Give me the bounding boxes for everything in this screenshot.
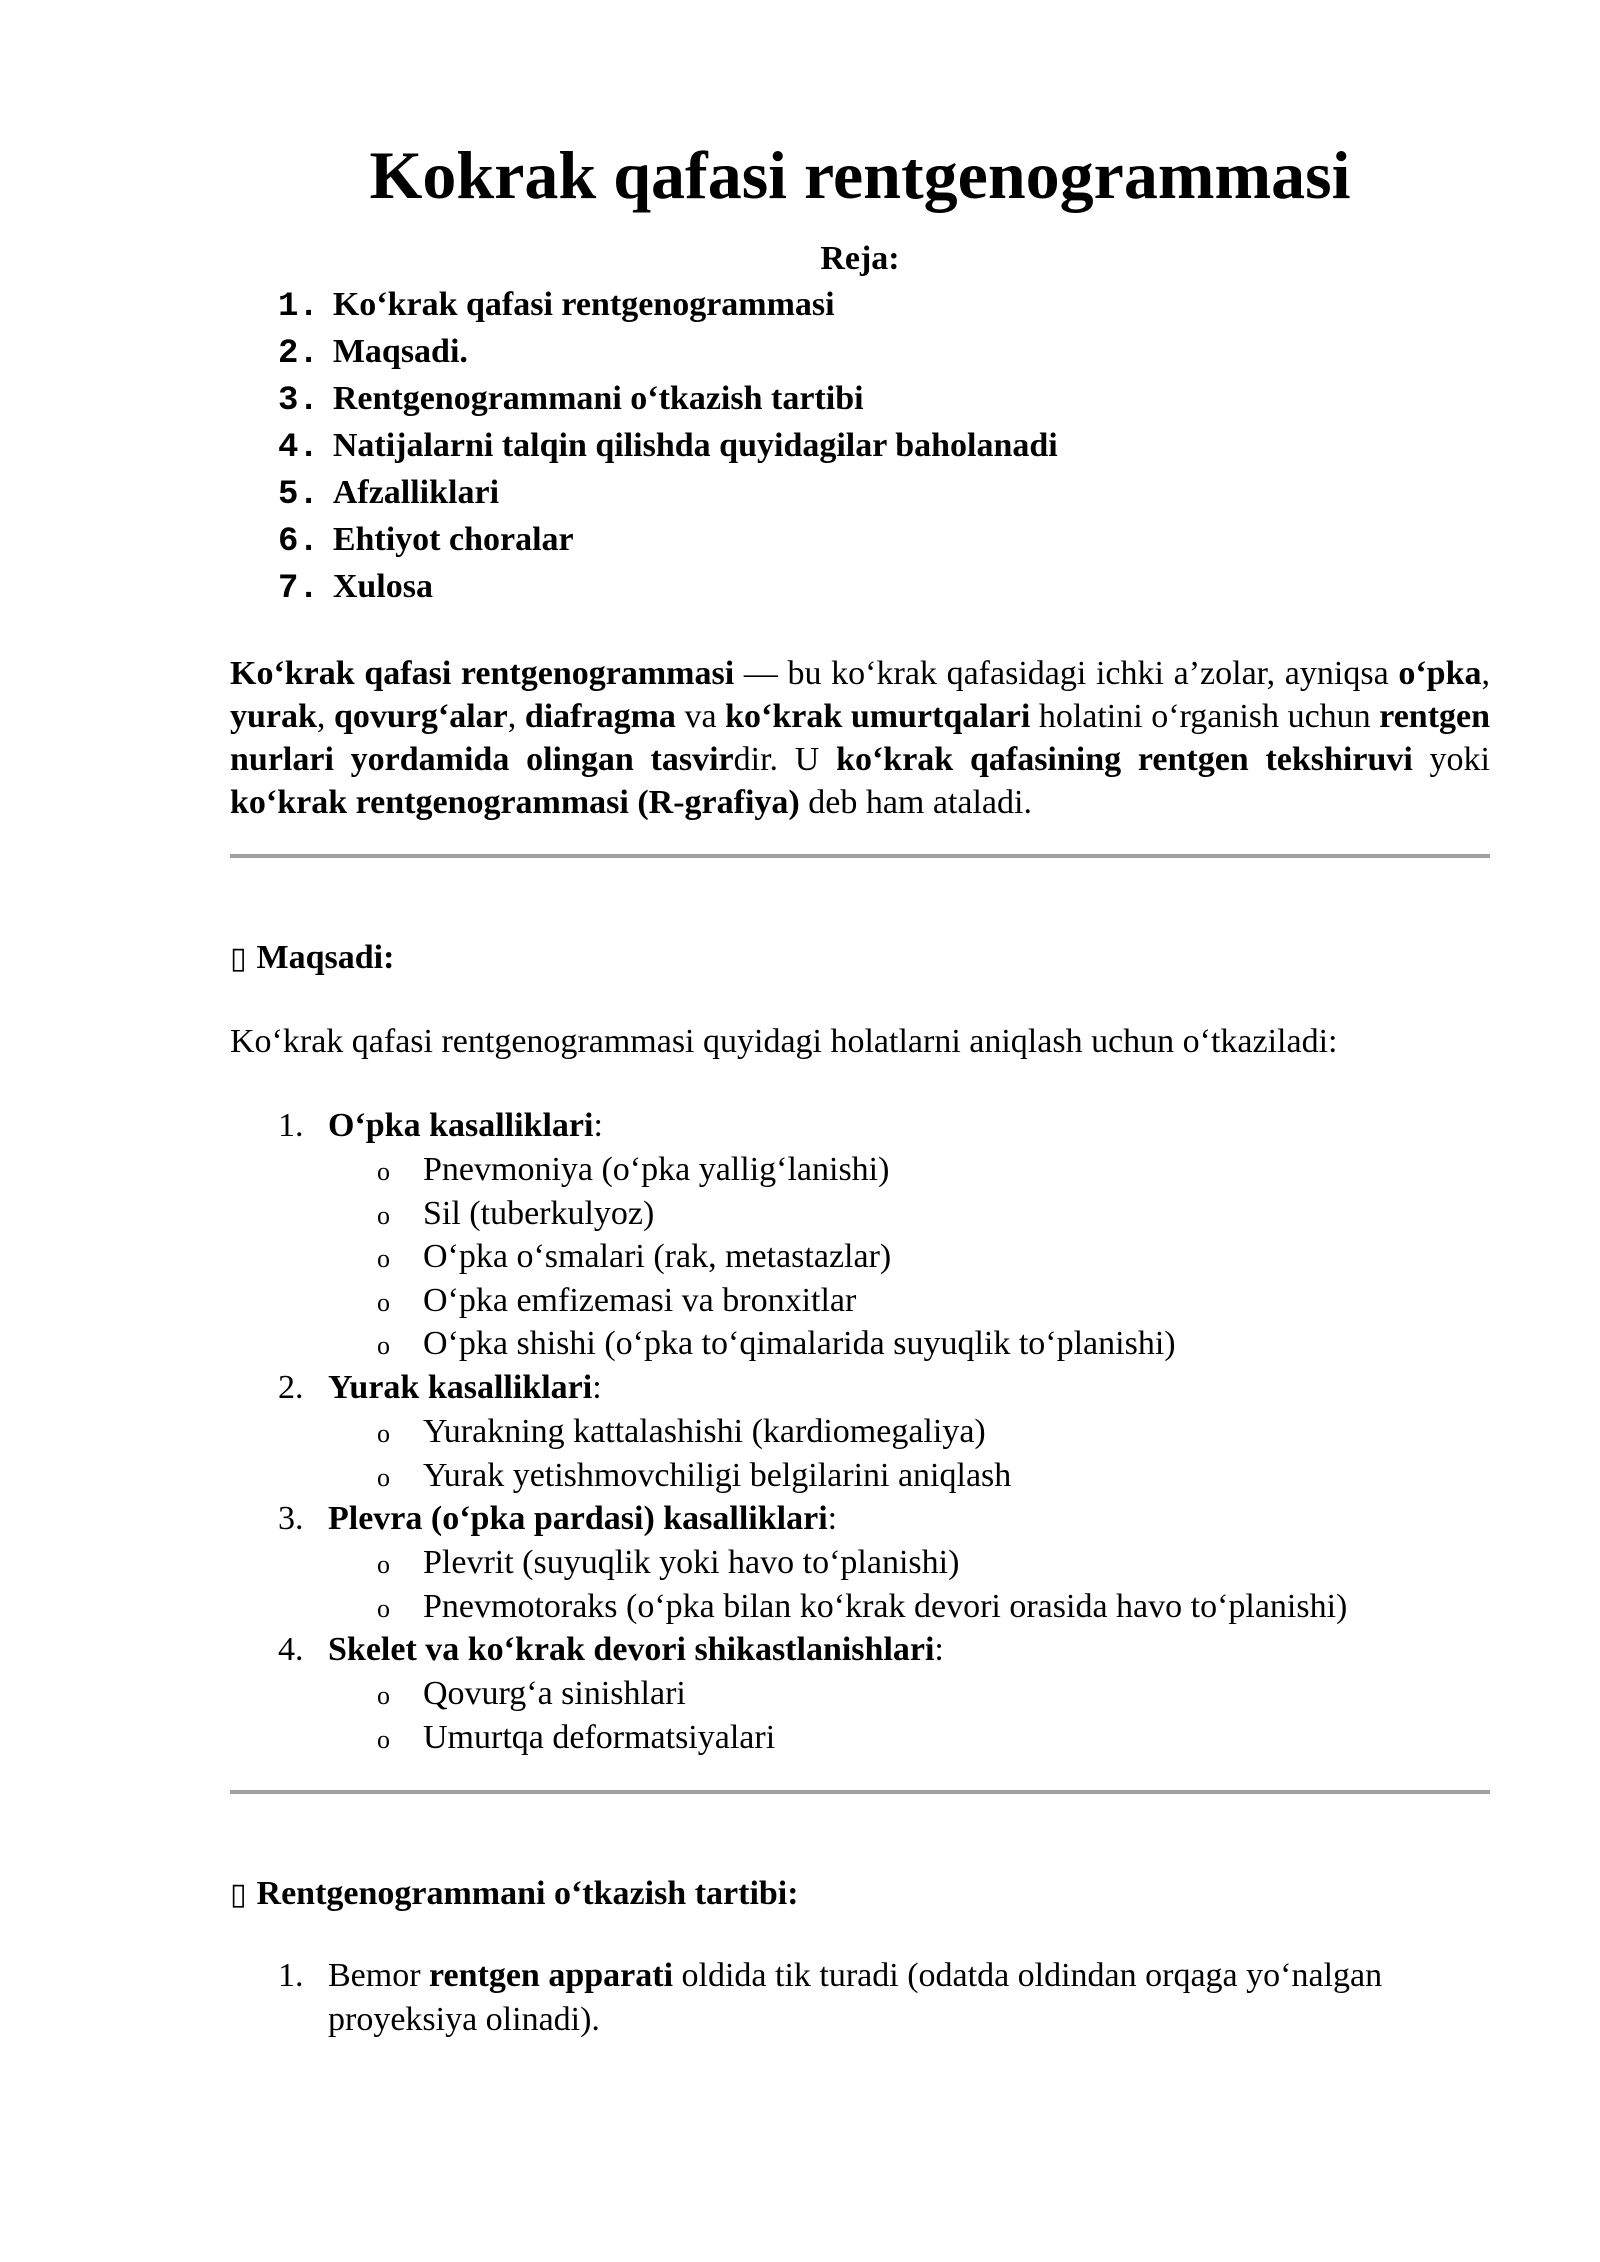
list-item	[230, 1541, 1490, 1585]
plan-item-number: 2.	[278, 335, 319, 373]
purpose-group-colon: :	[592, 1368, 602, 1406]
procedure-steps-list	[230, 1954, 1490, 2042]
sub-bullet-icon: o	[377, 1724, 390, 1754]
sub-bullet-icon: o	[377, 1331, 390, 1361]
list-item-text: Pnevmoniya (o‘pka yallig‘lanishi)	[423, 1151, 890, 1188]
purpose-group-colon: :	[593, 1107, 603, 1144]
purpose-group-title: Yurak kasalliklari	[328, 1368, 593, 1406]
document-page	[230, 137, 1491, 2042]
plan-item	[278, 516, 1490, 563]
horizontal-divider	[230, 854, 1490, 858]
plan-heading: Reja:	[820, 240, 900, 277]
purpose-sublist	[230, 1672, 1490, 1759]
plan-item-label: Natijalarni talqin qilishda quyidagilar baholanadi	[332, 427, 1058, 464]
intro-term: qovurg‘alar	[333, 698, 508, 735]
purpose-group-title: O‘pka kasalliklari	[328, 1107, 594, 1144]
purpose-sublist	[230, 1148, 1490, 1366]
plan-item-label: Xulosa	[332, 568, 433, 605]
plan-item	[278, 563, 1490, 610]
section-heading-text: Maqsadi:	[256, 939, 395, 976]
plan-item-number: 3.	[278, 382, 319, 420]
procedure-step-text: Bemor	[328, 1956, 430, 1994]
section-heading-maqsad	[230, 936, 1490, 980]
purpose-sublist	[230, 1410, 1490, 1497]
plan-item-number: 6.	[278, 523, 319, 561]
list-item	[230, 1279, 1490, 1323]
procedure-step-term: rentgen apparati	[429, 1956, 674, 1994]
plan-item-label: Ehtiyot choralar	[332, 521, 574, 558]
plan-item	[278, 375, 1490, 422]
intro-term: ko‘krak rentgenogrammasi (R-grafiya)	[230, 784, 800, 821]
purpose-group-number: 3.	[278, 1500, 304, 1538]
plan-item	[278, 281, 1490, 328]
list-item-text: Umurtqa deformatsiyalari	[423, 1718, 776, 1756]
list-item-text: Plevrit (suyuqlik yoki havo to‘planishi)	[423, 1544, 960, 1582]
plan-list	[230, 281, 1490, 610]
intro-text: dir. U	[733, 741, 837, 778]
plan-item	[278, 422, 1490, 469]
list-item	[230, 1454, 1490, 1498]
sub-bullet-icon: o	[377, 1550, 390, 1580]
procedure-step	[230, 1954, 1490, 2042]
plan-item-label: Ko‘krak qafasi rentgenogrammasi	[332, 286, 835, 323]
sub-bullet-icon: o	[377, 1462, 390, 1492]
intro-text: va	[675, 698, 726, 735]
procedure-step-number: 1.	[278, 1956, 304, 1994]
purpose-group-title: Skelet va ko‘krak devori shikastlanishlari	[328, 1631, 935, 1669]
plan-item-number: 1.	[278, 288, 319, 326]
sub-bullet-icon: o	[377, 1244, 390, 1274]
intro-text: — bu ko‘krak qafasidagi ichki a’zolar, ayniqsa	[734, 655, 1399, 692]
list-item-text: Sil (tuberkulyoz)	[423, 1194, 655, 1232]
purpose-group-number: 4.	[278, 1631, 304, 1669]
purpose-sublist	[230, 1541, 1490, 1628]
intro-text: deb ham ataladi.	[799, 784, 1032, 821]
list-item-text: O‘pka shishi (o‘pka to‘qimalarida suyuqlik to‘planishi)	[423, 1325, 1176, 1363]
intro-text: ,	[1481, 655, 1490, 692]
list-item	[230, 1585, 1490, 1629]
sub-bullet-icon: o	[377, 1681, 390, 1711]
list-item	[230, 1672, 1490, 1716]
intro-text: yoki	[1412, 741, 1490, 778]
missing-glyph-icon: ▯	[230, 1876, 247, 1912]
plan-item-label: Maqsadi.	[332, 333, 468, 370]
sub-bullet-icon: o	[377, 1418, 390, 1448]
section-lead-text: Ko‘krak qafasi rentgenogrammasi quyidagi holatlarni aniqlash uchun o‘tkaziladi:	[230, 1023, 1338, 1060]
plan-item	[278, 469, 1490, 516]
purpose-group	[230, 1628, 1490, 1759]
list-item	[230, 1322, 1490, 1366]
sub-bullet-icon: o	[377, 1593, 390, 1623]
list-item	[230, 1410, 1490, 1454]
sub-bullet-icon: o	[377, 1157, 390, 1186]
intro-term: yurak	[230, 698, 317, 735]
purpose-group-colon: :	[827, 1500, 838, 1538]
list-item-text: O‘pka o‘smalari (rak, metastazlar)	[423, 1238, 892, 1276]
section-heading-text: Rentgenogrammani o‘tkazish tartibi:	[256, 1874, 799, 1912]
purpose-group-colon: :	[934, 1631, 944, 1669]
list-item	[230, 1716, 1490, 1760]
intro-term: ko‘krak umurtqalari	[725, 698, 1031, 735]
purpose-group-title: Plevra (o‘pka pardasi) kasalliklari	[328, 1500, 828, 1538]
plan-item-number: 7.	[278, 570, 319, 608]
horizontal-divider	[230, 1790, 1490, 1794]
list-item	[230, 1148, 1490, 1192]
procedure-step-text: oldida tik turadi (odatda oldindan orqaga yo‘nalgan proyeksiya olinadi).	[328, 1956, 1383, 2038]
plan-item	[278, 328, 1490, 375]
purpose-group-number: 1.	[278, 1107, 304, 1144]
intro-text: ,	[316, 698, 334, 735]
list-item-text: O‘pka emfizemasi va bronxitlar	[423, 1281, 857, 1319]
purpose-group	[230, 1104, 1490, 1366]
document-title: Kokrak qafasi rentgenogrammasi	[369, 137, 1351, 213]
intro-term: rentgen nurlari yordamida olingan tasvir	[230, 698, 1491, 778]
purpose-list	[230, 1104, 1490, 1760]
list-item-text: Pnevmotoraks (o‘pka bilan ko‘krak devori orasida havo to‘planishi)	[423, 1587, 1348, 1625]
intro-text: ,	[507, 698, 525, 735]
list-item	[230, 1192, 1490, 1236]
plan-item-label: Afzalliklari	[332, 474, 500, 511]
intro-term: o‘pka	[1398, 655, 1482, 692]
sub-bullet-icon: o	[377, 1287, 390, 1317]
missing-glyph-icon: ▯	[230, 941, 247, 976]
list-item-text: Qovurg‘a sinishlari	[423, 1675, 686, 1713]
list-item	[230, 1235, 1490, 1279]
purpose-group-number: 2.	[278, 1368, 304, 1406]
intro-term: Ko‘krak qafasi rentgenogrammasi	[230, 655, 735, 692]
plan-item-number: 4.	[278, 429, 319, 467]
intro-text: holatini o‘rganish uchun	[1030, 698, 1380, 735]
plan-item-number: 5.	[278, 476, 319, 514]
intro-term: diafragma	[524, 698, 676, 735]
intro-term: ko‘krak qafasining rentgen tekshiruvi	[836, 741, 1413, 778]
plan-item-label: Rentgenogrammani o‘tkazish tartibi	[332, 380, 864, 417]
purpose-group	[230, 1366, 1490, 1497]
list-item-text: Yurakning kattalashishi (kardiomegaliya)	[423, 1412, 986, 1450]
list-item-text: Yurak yetishmovchiligi belgilarini aniqlash	[423, 1456, 1012, 1494]
intro-paragraph	[230, 652, 1490, 824]
purpose-group	[230, 1497, 1490, 1628]
sub-bullet-icon: o	[377, 1200, 390, 1230]
section-heading-tartib	[230, 1872, 1490, 1916]
